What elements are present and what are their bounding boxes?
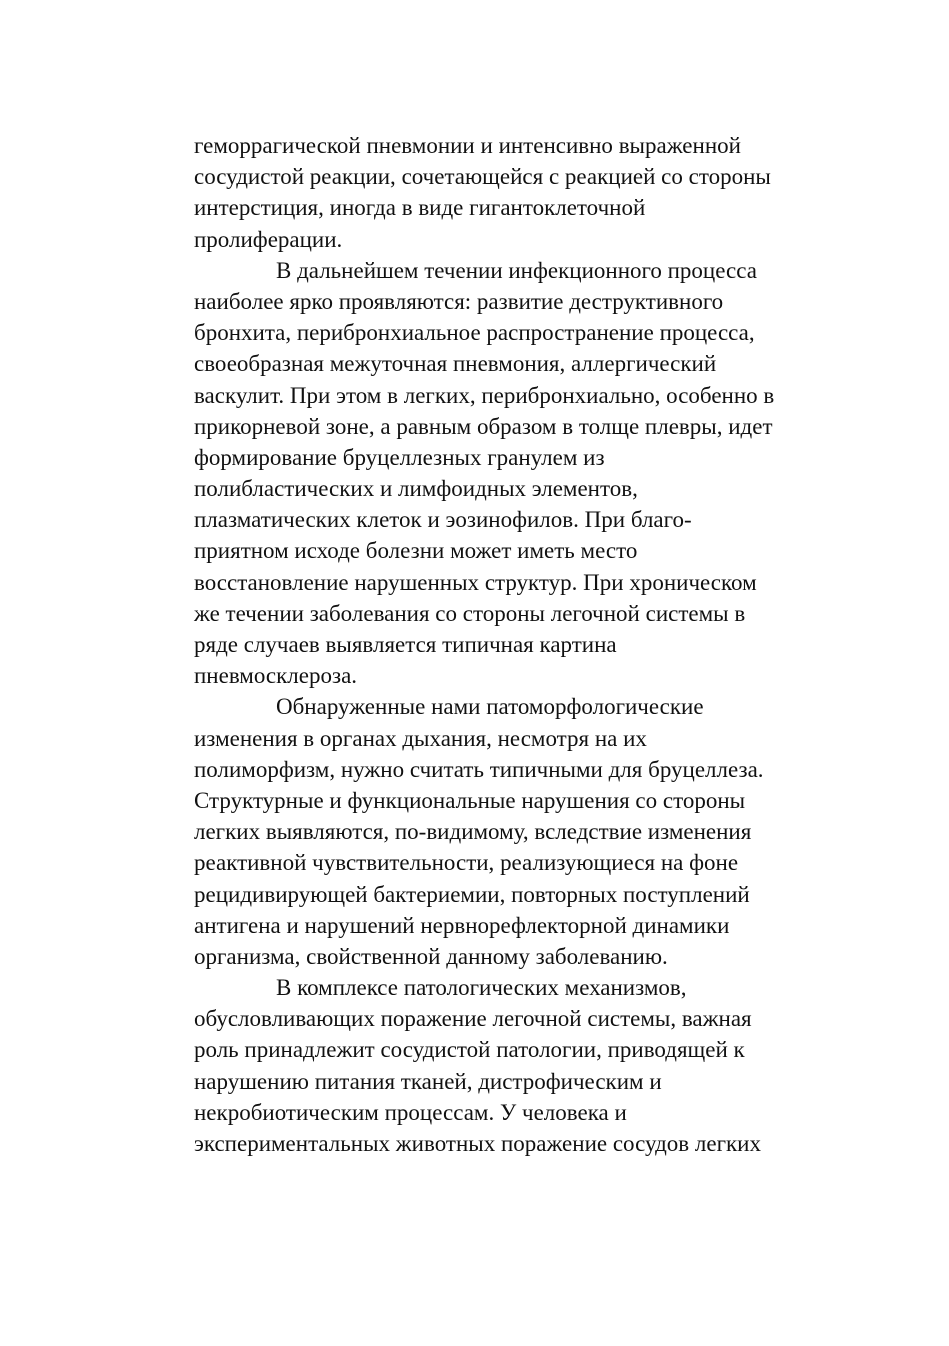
text-line: бронхита, перибронхиальное распространение процесса, — [194, 320, 755, 346]
text-line: экспериментальных животных поражение сосудов легких — [194, 1131, 761, 1156]
text-line: восстановление нарушенных структур. При хроническом — [194, 569, 757, 595]
text-line: изменения в органах дыхания, несмотря на их — [194, 725, 647, 751]
text-line: прикорневой зоне, а равным образом в толще плевры, идет — [194, 413, 773, 439]
text-line: пневмосклероза. — [194, 663, 358, 689]
text-line: полиморфизм, нужно считать типичными для бруцеллеза. — [194, 756, 764, 782]
text-line: интерстиция, иногда в виде гигантоклеточной — [194, 195, 646, 221]
text-line: роль принадлежит сосудистой патологии, приводящей к — [194, 1037, 745, 1063]
text-line: реактивной чувствительности, реализующиеся на фоне — [194, 850, 739, 876]
text-line: же течении заболевания со стороны легочной системы в — [194, 600, 746, 626]
text-line: формирование бруцеллезных гранулем из — [194, 444, 605, 470]
text-line: В комплексе патологических механизмов, — [276, 975, 687, 1001]
text-line: антигена и нарушений нервнорефлекторной динамики — [194, 912, 730, 938]
body-text — [194, 130, 884, 1159]
text-line: наиболее ярко проявляются: развитие деструктивного — [194, 288, 724, 314]
text-line: геморрагической пневмонии и интенсивно выраженной — [194, 133, 741, 158]
text-line: В дальнейшем течении инфекционного процесса — [276, 257, 757, 283]
text-line: плазматических клеток и эозинофилов. При благо- — [194, 507, 692, 533]
text-line: некробиотическим процессам. У человека и — [194, 1099, 627, 1125]
text-line: приятном исходе болезни может иметь место — [194, 538, 638, 564]
text-line: сосудистой реакции, сочетающейся с реакцией со стороны — [194, 164, 771, 190]
text-line: организма, свойственной данному заболеванию. — [194, 943, 668, 969]
text-line: Структурные и функциональные нарушения со стороны — [194, 787, 746, 813]
text-line: васкулит. При этом в легких, перибронхиально, особенно в — [194, 382, 775, 408]
text-line: рецидивирующей бактериемии, повторных поступлений — [194, 881, 750, 907]
text-line: полибластических и лимфоидных элементов, — [194, 476, 638, 502]
text-line: Обнаруженные нами патоморфологические — [276, 694, 704, 720]
text-line: пролиферации. — [194, 226, 343, 252]
text-line: обусловливающих поражение легочной системы, важная — [194, 1006, 752, 1032]
text-line: ряде случаев выявляется типичная картина — [194, 632, 617, 657]
text-line: своеобразная межуточная пневмония, аллергический — [194, 351, 717, 377]
text-line: нарушению питания тканей, дистрофическим и — [194, 1068, 662, 1094]
text-line: легких выявляются, по-видимому, вследствие изменения — [194, 819, 752, 845]
